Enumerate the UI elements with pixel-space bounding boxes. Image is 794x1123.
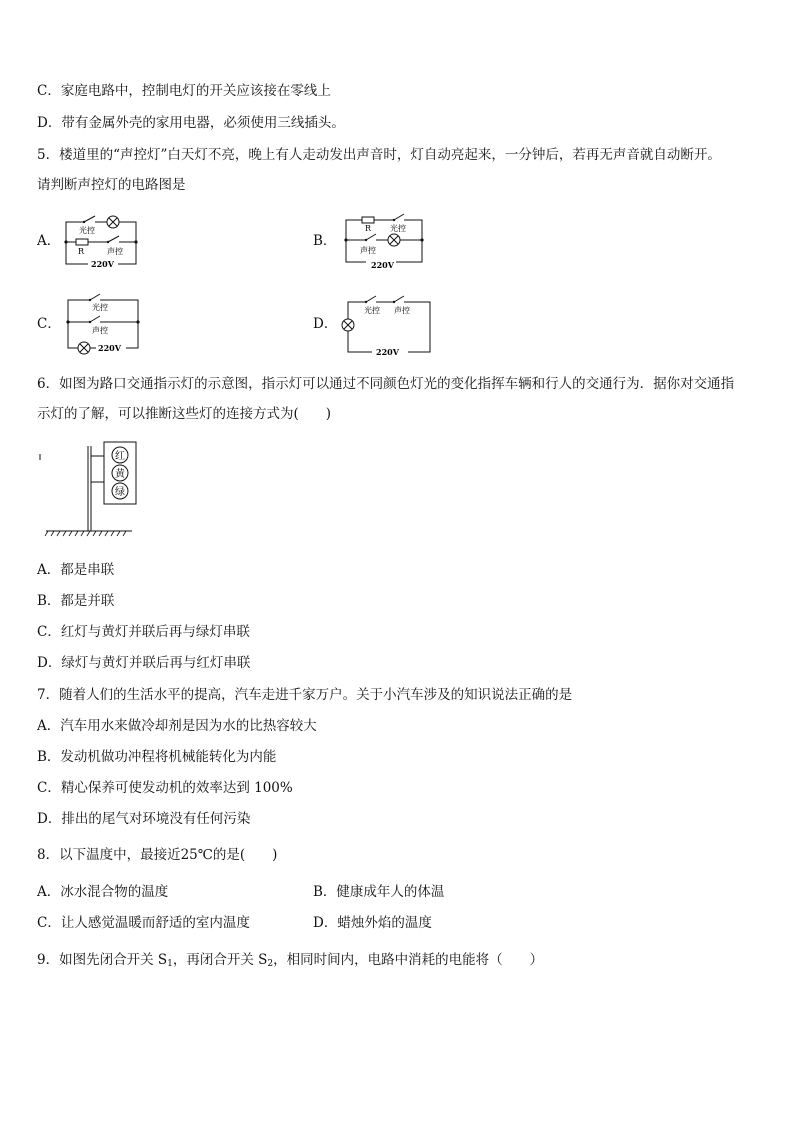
circuit-diagram-b bbox=[338, 210, 438, 276]
q8-stem: 8．以下温度中，最接近25℃的是( ) bbox=[37, 847, 278, 863]
q5-label-d: D． bbox=[313, 316, 338, 332]
yellow-light-label: 黄 bbox=[115, 469, 125, 480]
sound-ctrl-label: 声控 bbox=[360, 246, 376, 255]
q6-option-a: A．都是串联 bbox=[37, 562, 115, 578]
light-ctrl-label: 光控 bbox=[390, 224, 406, 233]
q5-stem-line2: 请判断声控灯的电路图是 bbox=[37, 177, 186, 193]
q5-stem-line1: 5．楼道里的“声控灯”白天灯不亮，晚上有人走动发出声音时，灯自动亮起来，一分钟后，若再无声音就自动断开。 bbox=[37, 147, 721, 163]
traffic-light-figure bbox=[38, 442, 148, 542]
q7-option-a: A．汽车用水来做冷却剂是因为水的比热容较大 bbox=[37, 718, 317, 734]
q7-option-d: D．排出的尾气对环境没有任何污染 bbox=[37, 811, 251, 827]
q7-option-c: C．精心保养可使发动机的效率达到 100% bbox=[37, 780, 293, 796]
resistor-label: R bbox=[365, 224, 372, 233]
resistor-label: R bbox=[78, 247, 85, 256]
q4-option-d: D．带有金属外壳的家用电器，必须使用三线插头。 bbox=[37, 115, 345, 131]
q6-option-d: D．绿灯与黄灯并联后再与红灯串联 bbox=[37, 655, 251, 671]
voltage-label: 220V bbox=[371, 260, 394, 270]
circuit-diagram-a bbox=[60, 210, 150, 276]
q5-label-c: C． bbox=[37, 316, 61, 332]
light-ctrl-label: 光控 bbox=[79, 226, 95, 235]
q5-label-a: A． bbox=[37, 233, 61, 249]
sound-ctrl-label: 声控 bbox=[394, 306, 410, 315]
circuit-diagram-c bbox=[62, 292, 152, 358]
q6-option-b: B．都是并联 bbox=[37, 593, 115, 609]
green-light-label: 绿 bbox=[115, 487, 125, 498]
light-ctrl-label: 光控 bbox=[92, 303, 108, 312]
q8-option-b: B．健康成年人的体温 bbox=[313, 884, 445, 900]
q7-stem: 7．随着人们的生活水平的提高，汽车走进千家万户。关于小汽车涉及的知识说法正确的是 bbox=[37, 687, 573, 703]
light-ctrl-label: 光控 bbox=[364, 306, 380, 315]
q6-stem-line2: 示灯的了解，可以推断这些灯的连接方式为( ) bbox=[37, 406, 332, 422]
voltage-label: 220V bbox=[376, 347, 399, 357]
voltage-label: 220V bbox=[91, 259, 114, 269]
q8-option-c: C．让人感觉温暖而舒适的室内温度 bbox=[37, 915, 250, 931]
red-light-label: 红 bbox=[115, 451, 125, 462]
q8-option-a: A．冰水混合物的温度 bbox=[37, 884, 169, 900]
q5-label-b: B． bbox=[313, 233, 337, 249]
q4-option-c: C．家庭电路中，控制电灯的开关应该接在零线上 bbox=[37, 83, 331, 99]
voltage-label: 220V bbox=[98, 343, 121, 353]
q6-option-c: C．红灯与黄灯并联后再与绿灯串联 bbox=[37, 624, 250, 640]
q9-stem: 9．如图先闭合开关 $S_1$，再闭合开关 $S_2$，相同时间内，电路中消耗的电能将（ ） bbox=[37, 952, 544, 969]
q7-option-b: B．发动机做功冲程将机械能转化为内能 bbox=[37, 749, 277, 765]
sound-ctrl-label: 声控 bbox=[92, 326, 108, 335]
q6-stem-line1: 6．如图为路口交通指示灯的示意图，指示灯可以通过不同颜色灯光的变化指挥车辆和行人的交通行为．据你对交通指 bbox=[37, 376, 735, 392]
sound-ctrl-label: 声控 bbox=[107, 247, 123, 256]
circuit-diagram-d bbox=[338, 294, 438, 358]
q8-option-d: D．蜡烛外焰的温度 bbox=[313, 915, 432, 931]
